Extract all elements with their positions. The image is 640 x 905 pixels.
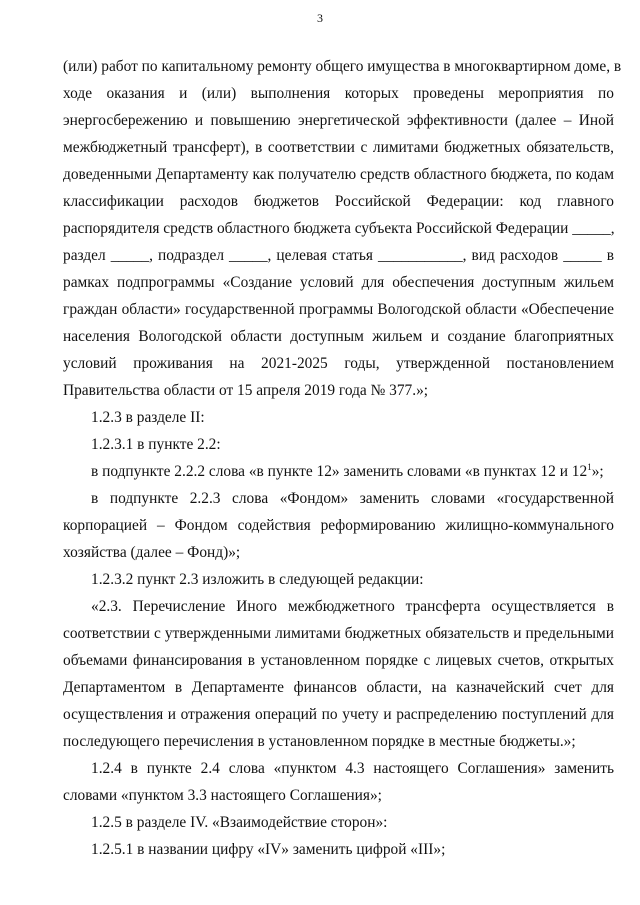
text-line: граждан области» государственной программы Вологодской области «Обеспечение bbox=[63, 301, 614, 318]
text-line: доведенными Департаменту как получателю средств областного бюджета, по кодам bbox=[63, 166, 614, 183]
text-segment: в подпункте 2.2.2 слова «в пункте 12» заменить словами «в пунктах 12 и 12 bbox=[91, 463, 588, 480]
text-line: корпорацией – Фондом содействия реформированию жилищно-коммунального bbox=[63, 517, 614, 534]
text-line: межбюджетный трансферт), в соответствии с лимитами бюджетных обязательств, bbox=[63, 139, 614, 156]
text-line: ходе оказания и (или) выполнения которых проведены мероприятия по bbox=[63, 85, 614, 102]
text-line: соответствии с утвержденными лимитами бюджетных обязательств и предельными bbox=[63, 625, 614, 642]
text-line: 1.2.3.2 пункт 2.3 изложить в следующей редакции: bbox=[91, 571, 424, 588]
text-line: в подпункте 2.2.3 слова «Фондом» заменить словами «государственной bbox=[91, 490, 614, 507]
text-line: энергосбережению и повышению энергетической эффективности (далее – Иной bbox=[63, 112, 614, 129]
text-line: 1.2.5.1 в названии цифру «IV» заменить цифрой «III»; bbox=[91, 841, 446, 858]
text-line: населения Вологодской области доступным жильем и создание благоприятных bbox=[63, 328, 614, 345]
text-line: 1.2.4 в пункте 2.4 слова «пунктом 4.3 настоящего Соглашения» заменить bbox=[91, 760, 614, 777]
text-line: 1.2.3.1 в пункте 2.2: bbox=[91, 436, 221, 453]
text-line: словами «пунктом 3.3 настоящего Соглашения»; bbox=[63, 787, 382, 804]
text-line: «2.3. Перечисление Иного межбюджетного трансферта осуществляется в bbox=[91, 598, 614, 615]
text-line: осуществления и отражения операций по учету и распределению поступлений для bbox=[63, 706, 614, 723]
text-line: Департаментом в Департаменте финансов области, на казначейский счет для bbox=[63, 679, 614, 696]
text-line: 1.2.5 в разделе IV. «Взаимодействие сторон»: bbox=[91, 814, 388, 831]
text-line: рамках подпрограммы «Создание условий для обеспечения доступным жильем bbox=[63, 274, 614, 291]
page-number: 3 bbox=[317, 11, 323, 25]
text-line: 1.2.3 в разделе II: bbox=[91, 409, 205, 426]
text-line: последующего перечисления в установленном порядке в местные бюджеты.»; bbox=[63, 733, 576, 750]
text-line-with-superscript bbox=[91, 460, 614, 484]
text-line: раздел _____, подраздел _____, целевая статья ___________, вид расходов _____ в bbox=[63, 247, 614, 264]
text-line: объемами финансирования в установленном порядке с лицевых счетов, открытых bbox=[63, 652, 614, 669]
text-line: (или) работ по капитальному ремонту общего имущества в многоквартирном доме, в bbox=[63, 58, 622, 75]
superscript-footnote-mark: 1 bbox=[587, 461, 592, 472]
text-line: хозяйства (далее – Фонд)»; bbox=[63, 544, 241, 561]
text-line: Правительства области от 15 апреля 2019 года № 377.»; bbox=[63, 382, 429, 399]
text-segment: »; bbox=[591, 463, 604, 480]
text-line: распорядителя средств областного бюджета субъекта Российской Федерации _____, bbox=[63, 220, 615, 237]
text-line: условий проживания на 2021-2025 годы, утвержденной постановлением bbox=[63, 355, 614, 372]
text-line: классификации расходов бюджетов Российской Федерации: код главного bbox=[63, 193, 614, 210]
